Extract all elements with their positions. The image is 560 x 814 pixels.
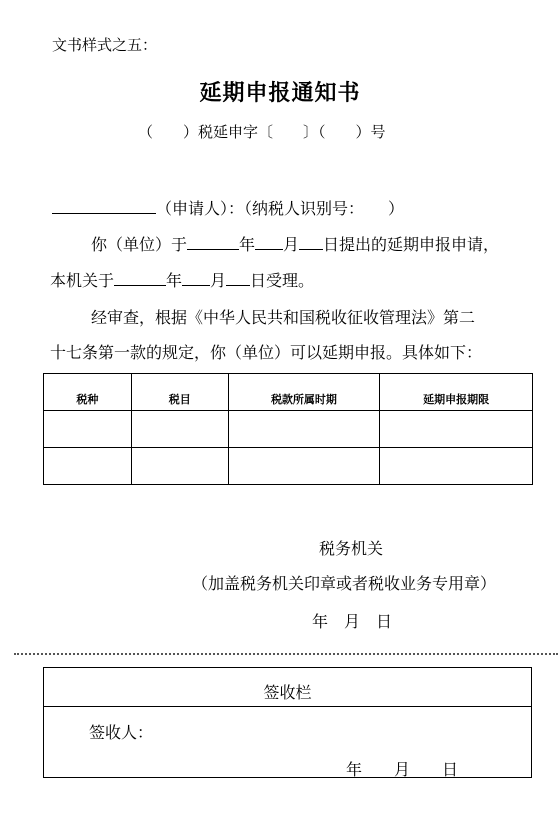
table-cell <box>131 448 228 485</box>
col-header-tax-type: 税种 <box>44 374 132 411</box>
year-blank <box>187 235 239 250</box>
p1-text-a: 你（单位）于 <box>91 235 188 254</box>
reference-number-line: （ ）税延申字〔 〕（ ）号 <box>138 123 386 141</box>
p2-year-label: 年 <box>166 271 183 290</box>
extension-table <box>43 373 533 485</box>
month-blank <box>182 271 210 286</box>
table-cell <box>131 411 228 448</box>
table-cell <box>228 448 380 485</box>
receipt-signer-label: 签收人： <box>89 723 154 742</box>
table-cell <box>228 411 380 448</box>
tax-authority-label: 税务机关 <box>319 539 384 558</box>
receipt-box <box>43 667 532 778</box>
table-cell <box>44 448 132 485</box>
p1-year-label: 年 <box>239 235 256 254</box>
paragraph-accept-date <box>50 268 314 291</box>
table-row <box>44 448 533 485</box>
receipt-title: 签收栏 <box>263 683 312 702</box>
receipt-date: 年 月 日 <box>346 760 459 779</box>
p1-text-b: 日提出的延期申报申请， <box>323 235 500 254</box>
applicant-label: （申请人）：（纳税人识别号： ） <box>156 199 405 218</box>
p2-text-b: 日受理。 <box>250 271 315 290</box>
col-header-tax-period: 税款所属时期 <box>228 374 380 411</box>
col-header-tax-item: 税目 <box>131 374 228 411</box>
cut-line-divider <box>14 653 558 655</box>
year-blank <box>114 271 166 286</box>
signature-date: 年 月 日 <box>312 612 393 631</box>
p2-month-label: 月 <box>210 271 227 290</box>
table-header-row <box>44 374 533 411</box>
month-blank <box>255 235 283 250</box>
table-row <box>44 411 533 448</box>
seal-note: （加盖税务机关印章或者税收业务专用章） <box>192 574 497 593</box>
paragraph-review-line1: 经审查，根据《中华人民共和国税收征收管理法》第二 <box>91 308 476 327</box>
paragraph-application-date <box>91 232 499 255</box>
document-style-label: 文书样式之五： <box>52 36 158 54</box>
table-cell <box>380 411 533 448</box>
document-title: 延期申报通知书 <box>199 81 361 106</box>
table-cell <box>44 411 132 448</box>
applicant-name-blank <box>52 199 156 214</box>
day-blank <box>299 235 323 250</box>
p1-month-label: 月 <box>283 235 300 254</box>
table-cell <box>380 448 533 485</box>
applicant-line <box>52 196 404 219</box>
receipt-divider <box>44 706 531 707</box>
paragraph-review-line2: 十七条第一款的规定，你（单位）可以延期申报。具体如下： <box>50 343 483 362</box>
day-blank <box>226 271 250 286</box>
col-header-extension-deadline: 延期申报期限 <box>380 374 533 411</box>
p2-text-a: 本机关于 <box>50 271 115 290</box>
